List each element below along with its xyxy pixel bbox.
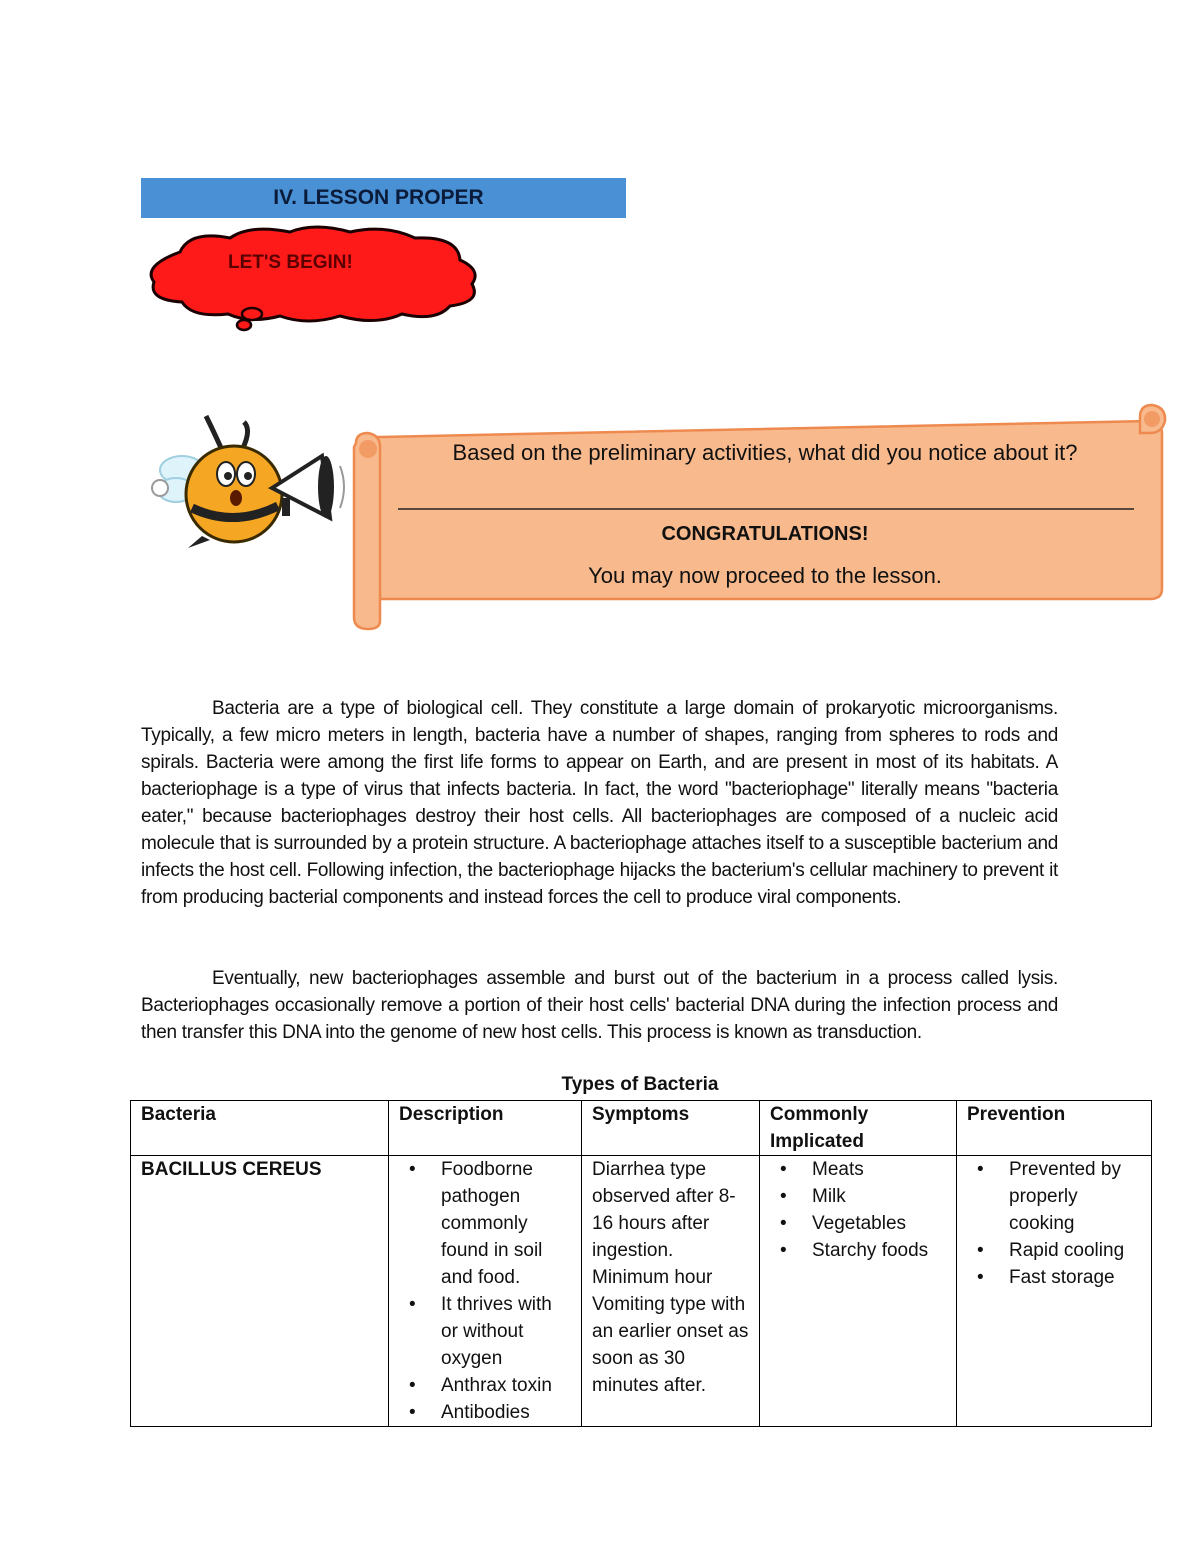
table-header-row [131, 1101, 1152, 1156]
scroll-question: Based on the preliminary activities, what did you notice about it? [452, 440, 1078, 465]
scroll-proceed: You may now proceed to the lesson. [588, 563, 942, 588]
speech-cloud-icon [140, 222, 485, 334]
cell-symptoms: Diarrhea type observed after 8-16 hours after ingestion. Minimum hour Vomiting type with an earlier onset as soon as 30 minutes after. [582, 1156, 760, 1427]
section-header-bar [141, 178, 626, 218]
table-row [131, 1156, 1152, 1427]
cell-bacteria-name: BACILLUS CEREUS [131, 1156, 389, 1427]
list-item: • Vegetables [812, 1210, 946, 1237]
list-item: • It thrives with or without oxygen [441, 1291, 571, 1372]
cell-description [389, 1156, 582, 1427]
cell-commonly-implicated [760, 1156, 957, 1427]
col-header-symptoms: Symptoms [582, 1101, 760, 1156]
scroll-banner-icon [350, 403, 1170, 631]
bacteria-table [130, 1100, 1152, 1427]
section-title: IV. LESSON PROPER [273, 186, 484, 209]
list-item: • Prevented by properly cooking [1009, 1156, 1141, 1237]
paragraph-bacteria: Bacteria are a type of biological cell. They constitute a large domain of prokaryotic microorganisms. Typically, a few micro meters in length, bacteria have a number of shapes, ranging from spheres to rods and spirals. Bacteria were among the first life forms to appear on Earth, and are present in most of its habitats. A bacteriophage is a type of virus that infects bacteria. In fact, the word "bacteriophage" literally means "bacteria eater," because bacteriophages destroy their host cells. All bacteriophages are composed of a nucleic acid molecule that is surrounded by a protein structure. A bacteriophage attaches itself to a susceptible bacterium and infects the host cell. Following infection, the bacteriophage hijacks the bacterium's cellular machinery to prevent it from producing bacterial components and instead forces the cell to produce viral components. [141, 698, 1058, 908]
cell-prevention [957, 1156, 1152, 1427]
paragraph-lysis: Eventually, new bacteriophages assemble and burst out of the bacterium in a process called lysis. Bacteriophages occasionally remove a portion of their host cells' bacterial DNA during the infection process and then transfer this DNA into the genome of new host cells. This process is known as transduction. [141, 968, 1058, 1043]
list-item: • Milk [812, 1183, 946, 1210]
col-header-commonly-implicated: Commonly Implicated [760, 1101, 957, 1156]
col-header-description: Description [389, 1101, 582, 1156]
list-item: • Rapid cooling [1009, 1237, 1141, 1264]
scroll-congrats: CONGRATULATIONS! [661, 523, 869, 545]
col-header-prevention: Prevention [957, 1101, 1152, 1156]
cloud-text: LET'S BEGIN! [228, 252, 353, 273]
table-caption: Types of Bacteria [561, 1074, 719, 1095]
list-item: • Starchy foods [812, 1237, 946, 1264]
list-item: • Antibodies [441, 1399, 571, 1426]
bee-megaphone-icon [142, 408, 354, 553]
list-item: • Foodborne pathogen commonly found in soil and food. [441, 1156, 571, 1291]
list-item: • Anthrax toxin [441, 1372, 571, 1399]
list-item: • Fast storage [1009, 1264, 1141, 1291]
list-item: • Meats [812, 1156, 946, 1183]
col-header-bacteria: Bacteria [131, 1101, 389, 1156]
